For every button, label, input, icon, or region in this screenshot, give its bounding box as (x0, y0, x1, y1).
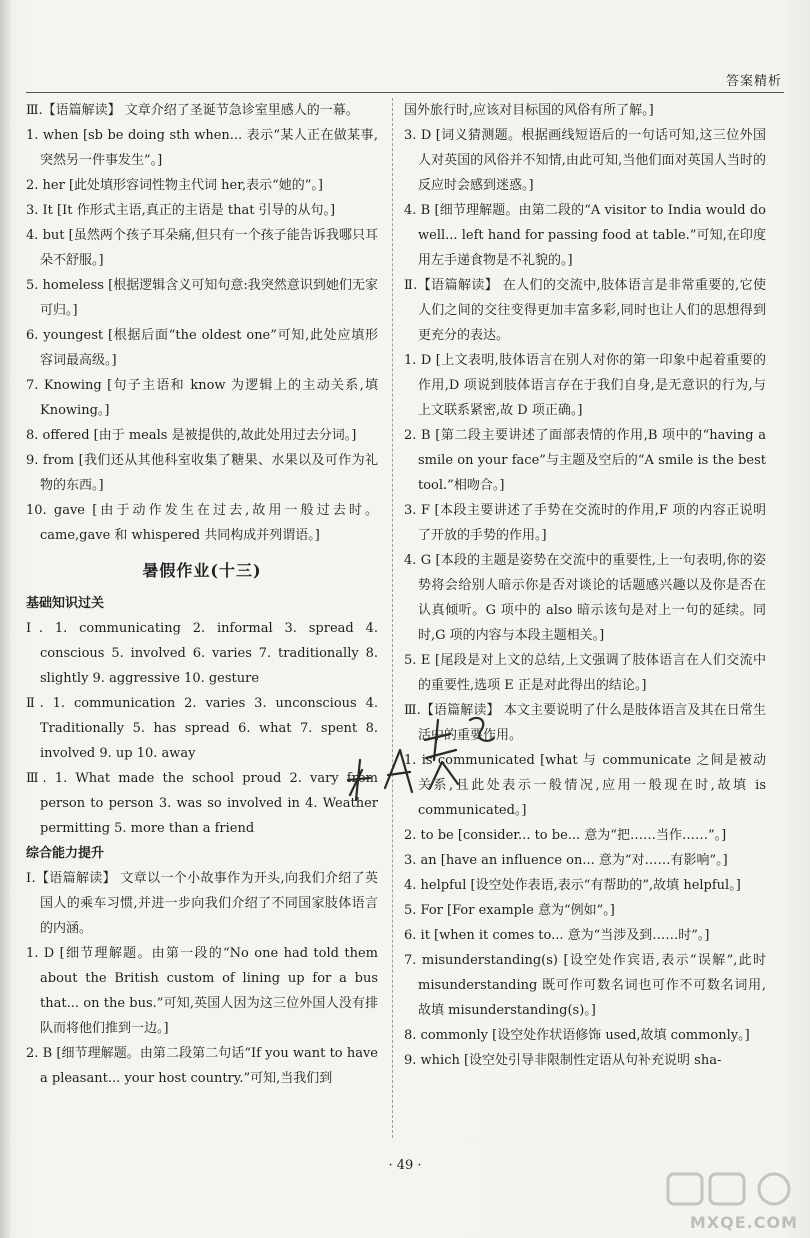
answer-item: 3. an [have an influence on... 意为“对……有影响”。] (404, 853, 728, 868)
answer-item: 6. youngest [根据后面“the oldest one”可知,此处应填形容词最高级。] (26, 328, 378, 368)
answer-item: 国外旅行时,应该对目标国的风俗有所了解。] (404, 103, 654, 118)
page-number: · 49 · (388, 1158, 422, 1173)
answer-item: 2. her [此处填形容词性物主代词 her,表示“她的”。] (26, 178, 324, 193)
answer-item: 5. E [尾段是对上文的总结,上文强调了肢体语言在人们交流中的重要性,选项 E 正是对此得出的结论。] (404, 653, 766, 693)
answer-item: 6. it [when it comes to... 意为“当涉及到……时”。] (404, 928, 710, 943)
answer-item: 1. D [细节理解题。由第一段的“No one had told them about the British custom of lining up for a bus that... on the bus.”可知,英国人因为这三位外国人没有排队而将他们推到一边。] (26, 946, 378, 1036)
answer-item: Ⅰ.【语篇解读】 文章以一个小故事作为开头,向我们介绍了英国人的乘车习惯,并进一步向我们介绍了不同国家肢体语言的内涵。 (26, 871, 378, 936)
answer-item: 4. but [虽然两个孩子耳朵痛,但只有一个孩子能告诉我哪只耳朵不舒服。] (26, 228, 378, 268)
book-spine-shadow (0, 0, 10, 1238)
answer-item: 5. homeless [根据逻辑含义可知句意:我突然意识到她们无家可归。] (26, 278, 378, 318)
subheading: 基础知识过关 (26, 596, 105, 611)
answer-item: 1. D [上文表明,肢体语言在别人对你的第一印象中起着重要的作用,D 项说到肢体语言存在于我们自身,是无意识的行为,与上文联系紧密,故 D 项正确。] (404, 353, 766, 418)
watermark-text: MXQE.COM (689, 1213, 798, 1232)
answer-item: 4. G [本段的主题是姿势在交流中的重要性,上一句表明,你的姿势将会给别人暗示你是否对谈论的话题感兴趣以及你是否在认真倾听。G 项中的 also 暗示该句是对上一句的延续。同时,G 项的内容与本段主题相关。] (404, 553, 766, 643)
answer-item: 9. which [设空处引导非限制性定语从句补充说明 sha- (404, 1053, 722, 1068)
answer-item: 3. F [本段主要讲述了手势在交流时的作用,F 项的内容正说明了开放的手势的作用。] (404, 503, 766, 543)
answer-item: 1. when [sb be doing sth when... 表示“某人正在做某事,突然另一件事发生”。] (26, 128, 378, 168)
answer-item: 8. commonly [设空处作状语修饰 used,故填 commonly。] (404, 1028, 750, 1043)
answer-item: Ⅱ.【语篇解读】 在人们的交流中,肢体语言是非常重要的,它使人们之间的交往变得更加丰富多彩,同时也让人们的思想得到更充分的表达。 (404, 278, 766, 343)
column-divider (392, 98, 393, 1138)
answer-item: 10. gave [由于动作发生在过去,故用一般过去时。came,gave 和 whispered 共同构成并列谓语。] (26, 503, 378, 543)
answer-item: Ⅲ.【语篇解读】 本文主要说明了什么是肢体语言及其在日常生活中的重要作用。 (404, 703, 766, 743)
answer-item: Ⅰ. 1. communicating 2. informal 3. spread 4. conscious 5. involved 6. varies 7. traditionally 8. slightly 9. aggressive 10. gesture (26, 621, 378, 686)
answer-item: 3. D [词义猜测题。根据画线短语后的一句话可知,这三位外国人对英国的风俗并不知情,由此可知,当他们面对英国人当时的反应时会感到迷惑。] (404, 128, 766, 193)
answer-item: 9. from [我们还从其他科室收集了糖果、水果以及可作为礼物的东西。] (26, 453, 378, 493)
answer-item: 7. misunderstanding(s) [设空处作宾语,表示“误解”,此时 misunderstanding 既可作可数名词也可作不可数名词用,故填 misunderstanding(s)。] (404, 953, 766, 1018)
answer-item: Ⅲ.【语篇解读】 文章介绍了圣诞节急诊室里感人的一幕。 (26, 103, 359, 118)
answer-item: 2. B [细节理解题。由第二段第二句话“If you want to have a pleasant... your host country.”可知,当我们到 (26, 1046, 378, 1086)
subheading: 综合能力提升 (26, 846, 105, 861)
header-rule (26, 92, 784, 93)
answer-item: 3. It [It 作形式主语,真正的主语是 that 引导的从句。] (26, 203, 336, 218)
answer-item: 1. is communicated [what 与 communicate 之间是被动关系,且此处表示一般情况,应用一般现在时,故填 is communicated。] (404, 753, 766, 818)
right-column (404, 98, 766, 1073)
section-title: 暑假作业(十三) (142, 561, 262, 580)
answer-item: 4. B [细节理解题。由第二段的“A visitor to India would do well... left hand for passing food at table.”可知,在印度用左手递食物是不礼貌的。] (404, 203, 766, 268)
answer-item: 2. to be [consider... to be... 意为“把……当作……”。] (404, 828, 727, 843)
answer-item: 2. B [第二段主要讲述了面部表情的作用,B 项中的“having a smile on your face”与主题及空后的“A smile is the best tool.”相吻合。] (404, 428, 766, 493)
answer-item: Ⅲ. 1. What made the school proud 2. vary from person to person 3. was so involved in 4. Weather permitting 5. more than a friend (26, 771, 378, 836)
answer-item: Ⅱ. 1. communication 2. varies 3. unconscious 4. Traditionally 5. has spread 6. what 7. spent 8. involved 9. up 10. away (26, 696, 378, 761)
answer-item: 7. Knowing [句子主语和 know 为逻辑上的主动关系,填 Knowing。] (26, 378, 378, 418)
left-column (26, 98, 378, 1091)
handwritten-signature (330, 700, 500, 810)
answer-item: 8. offered [由于 meals 是被提供的,故此处用过去分词。] (26, 428, 357, 443)
answer-item: 4. helpful [设空处作表语,表示“有帮助的”,故填 helpful。] (404, 878, 741, 893)
answer-item: 5. For [For example 意为“例如”。] (404, 903, 615, 918)
header-label: 答案精析 (725, 74, 782, 89)
